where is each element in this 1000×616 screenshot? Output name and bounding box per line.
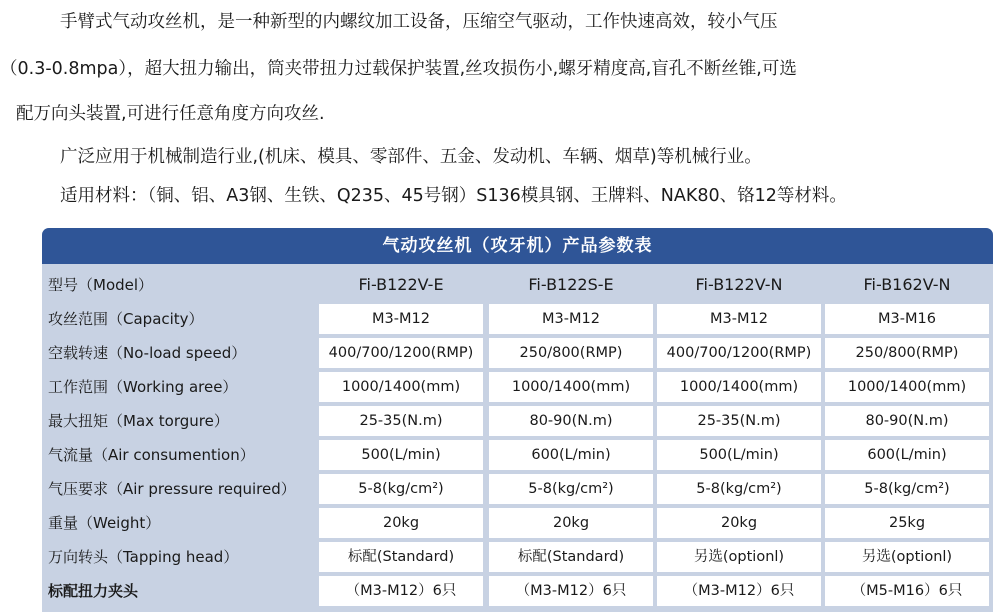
row-label: 空载转速（No-load speed） bbox=[48, 344, 247, 362]
cell: 400/700/1200(RMP) bbox=[319, 338, 483, 368]
row-label: 标配扭力夹头 bbox=[48, 582, 139, 600]
cell: M3-M16 bbox=[825, 304, 989, 334]
table-row bbox=[42, 542, 993, 572]
cell: 5-8(kg/cm²) bbox=[489, 474, 653, 504]
table-row bbox=[42, 406, 993, 436]
cell: 20kg bbox=[489, 508, 653, 538]
table-title: 气动攻丝机（攻牙机）产品参数表 bbox=[42, 228, 993, 264]
intro-line-1: 手臂式气动攻丝机，是一种新型的内螺纹加工设备，压缩空气驱动，工作快速高效，较小气压 bbox=[60, 12, 778, 32]
cell: 500(L/min) bbox=[319, 440, 483, 470]
cell: M3-M12 bbox=[319, 304, 483, 334]
row-label: 气流量（Air consumention） bbox=[48, 446, 255, 464]
table-row bbox=[42, 270, 993, 300]
table-row bbox=[42, 576, 993, 606]
cell: 标配(Standard) bbox=[319, 542, 483, 572]
table-row bbox=[42, 474, 993, 504]
cell: 25-35(N.m) bbox=[657, 406, 821, 436]
materials-text: 适用材料：（铜、铝、A3钢、生铁、Q235、45号钢）S136模具钢、王牌料、NAK80、铬12等材料。 bbox=[60, 186, 847, 206]
intro-line-3: 配万向头装置,可进行任意角度方向攻丝. bbox=[16, 104, 325, 124]
cell: 标配(Standard) bbox=[489, 542, 653, 572]
cell: M3-M12 bbox=[657, 304, 821, 334]
cell: 20kg bbox=[657, 508, 821, 538]
table-row bbox=[42, 338, 993, 368]
cell: 1000/1400(mm) bbox=[825, 372, 989, 402]
table-row bbox=[42, 508, 993, 538]
cell: 600(L/min) bbox=[825, 440, 989, 470]
cell: 5-8(kg/cm²) bbox=[825, 474, 989, 504]
row-label: 气压要求（Air pressure required） bbox=[48, 480, 296, 498]
cell: 20kg bbox=[319, 508, 483, 538]
cell: 5-8(kg/cm²) bbox=[319, 474, 483, 504]
cell: 400/700/1200(RMP) bbox=[657, 338, 821, 368]
applications-text: 广泛应用于机械制造行业,(机床、模具、零部件、五金、发动机、车辆、烟草)等机械行业。 bbox=[60, 147, 762, 167]
row-label: 最大扭矩（Max torgure） bbox=[48, 412, 229, 430]
cell: Fi-B122S-E bbox=[528, 275, 614, 294]
cell: Fi-B122V-E bbox=[358, 275, 444, 294]
cell: 1000/1400(mm) bbox=[319, 372, 483, 402]
table-row bbox=[42, 440, 993, 470]
cell: 500(L/min) bbox=[657, 440, 821, 470]
row-label: 工作范围（Working aree） bbox=[48, 378, 238, 396]
cell: 600(L/min) bbox=[489, 440, 653, 470]
spec-table bbox=[42, 228, 993, 612]
row-label: 型号（Model） bbox=[48, 276, 154, 294]
cell: 25-35(N.m) bbox=[319, 406, 483, 436]
cell: Fi-B162V-N bbox=[863, 275, 951, 294]
cell: 1000/1400(mm) bbox=[489, 372, 653, 402]
cell: M3-M12 bbox=[489, 304, 653, 334]
cell: 5-8(kg/cm²) bbox=[657, 474, 821, 504]
cell: 80-90(N.m) bbox=[825, 406, 989, 436]
cell: 25kg bbox=[825, 508, 989, 538]
intro-line-2: （0.3-0.8mpa），超大扭力输出，筒夹带扭力过载保护装置,丝攻损伤小,螺牙精度高,盲孔不断丝锥,可选 bbox=[0, 59, 797, 79]
cell: （M5-M16）6只 bbox=[825, 576, 989, 606]
table-row bbox=[42, 372, 993, 402]
cell: 250/800(RMP) bbox=[825, 338, 989, 368]
cell: 1000/1400(mm) bbox=[657, 372, 821, 402]
cell: （M3-M12）6只 bbox=[657, 576, 821, 606]
cell: 另选(optionl) bbox=[657, 542, 821, 572]
cell: （M3-M12）6只 bbox=[489, 576, 653, 606]
cell: （M3-M12）6只 bbox=[319, 576, 483, 606]
cell: 另选(optionl) bbox=[825, 542, 989, 572]
cell: 250/800(RMP) bbox=[489, 338, 653, 368]
table-row bbox=[42, 304, 993, 334]
row-label: 重量（Weight） bbox=[48, 514, 161, 532]
cell: Fi-B122V-N bbox=[695, 275, 783, 294]
row-label: 攻丝范围（Capacity） bbox=[48, 310, 204, 328]
row-label: 万向转头（Tapping head） bbox=[48, 548, 239, 566]
cell: 80-90(N.m) bbox=[489, 406, 653, 436]
